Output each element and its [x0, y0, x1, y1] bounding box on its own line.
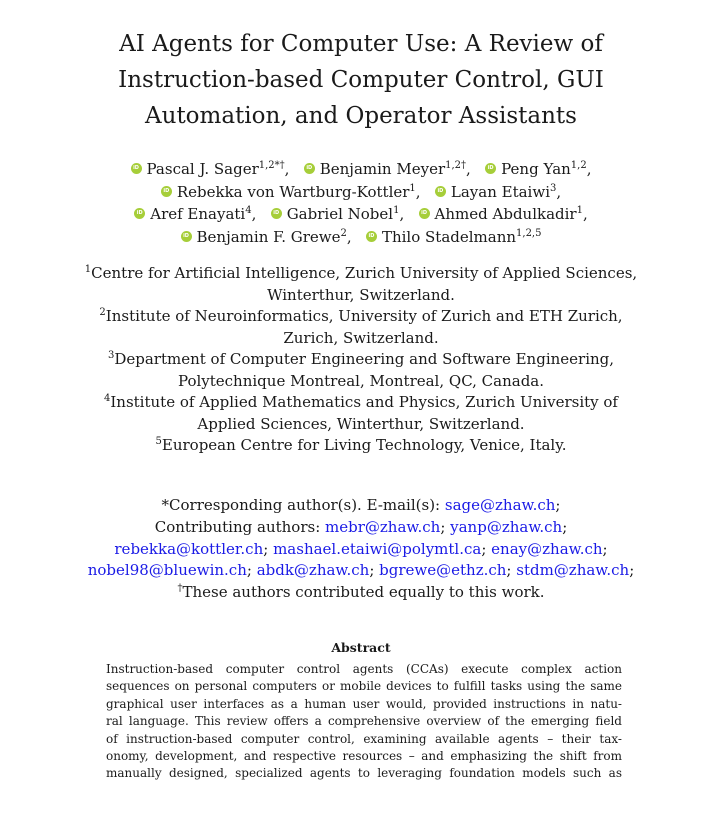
- abstract-line: onomy, development, and respective resources – and emphasizing the shift from: [106, 749, 622, 764]
- orcid-icon[interactable]: [161, 186, 172, 197]
- author-layan-etaiwi: iD Layan Etaiwi$^3$,: [435, 183, 561, 201]
- abstract-line: ral language. This review offers a comprehensive overview of the emerging field: [106, 714, 622, 729]
- abstract-heading: Abstract: [331, 640, 391, 655]
- author-benjamin-grewe: iDBenjamin F. Grewe$^2$,: [181, 228, 352, 246]
- affiliation-3-cont: Polytechnique Montreal, Montreal, QC, Canada.: [177, 371, 545, 390]
- orcid-icon[interactable]: [271, 208, 282, 219]
- affiliation-1-cont: Winterthur, Switzerland.: [267, 285, 455, 304]
- affiliation-list: [60, 263, 662, 457]
- affiliation-5: $^5$European Centre for Living Technology, Venice, Italy.: [155, 436, 567, 454]
- email-link-nobel[interactable]: nobel98@bluewin.ch: [87, 561, 247, 580]
- title-line: AI Agents for Computer Use: A Review of: [119, 31, 603, 57]
- contributing-line: nobel98@bluewin.ch; abdk@zhaw.ch; bgrewe@ethz.ch; stdm@zhaw.ch;: [87, 561, 635, 580]
- author-list: [40, 158, 682, 248]
- abstract-line: Instruction-based computer control agents (CCAs) execute complex action: [106, 662, 622, 676]
- email-link-sage[interactable]: sage@zhaw.ch: [444, 496, 556, 514]
- abstract-line: graphical user interfaces as a human user would, provided instructions in natu-: [106, 696, 622, 711]
- contributing-line: Contributing authors: mebr@zhaw.ch; yanp@zhaw.ch;: [154, 517, 568, 536]
- email-link-stdm[interactable]: stdm@zhaw.ch: [516, 561, 630, 580]
- title-line: Instruction-based Computer Control, GUI: [118, 67, 604, 93]
- contributing-line: rebekka@kottler.ch; mashael.etaiwi@polymtl.ca; enay@zhaw.ch;: [114, 539, 608, 558]
- author-line: [40, 158, 682, 181]
- affiliation-4-cont: Applied Sciences, Winterthur, Switzerland.: [197, 414, 525, 433]
- orcid-icon[interactable]: [134, 208, 145, 219]
- orcid-icon[interactable]: [419, 208, 430, 219]
- orcid-icon[interactable]: [131, 163, 142, 174]
- affiliation-2-cont: Zurich, Switzerland.: [283, 328, 439, 347]
- email-link-mashael[interactable]: mashael.etaiwi@polymtl.ca: [273, 539, 482, 558]
- correspondence-block: [40, 495, 682, 604]
- orcid-icon[interactable]: [181, 231, 192, 242]
- email-link-yanp[interactable]: yanp@zhaw.ch: [450, 517, 563, 536]
- paper-title: [60, 26, 662, 134]
- equal-contribution-note: †These authors contributed equally to this work.: [177, 583, 545, 602]
- author-peng-yan: iD Peng Yan$^{1,2}$,: [485, 160, 591, 178]
- affiliation-3: $^3$Department of Computer Engineering and Software Engineering,: [107, 350, 615, 368]
- author-ahmed-abdulkadir: iD Ahmed Abdulkadir$^1$,: [419, 205, 588, 223]
- author-rebekka-von-wartburg-kottler: iDRebekka von Wartburg-Kottler$^1$,: [161, 183, 421, 201]
- abstract-line: manually designed, specialized agents to leveraging foundation models such as: [106, 766, 622, 781]
- email-link-mebr[interactable]: mebr@zhaw.ch: [325, 517, 441, 536]
- title-line: Automation, and Operator Assistants: [145, 103, 577, 129]
- abstract-line: sequences on personal computers or mobile devices to fulfill tasks using the same: [106, 679, 622, 694]
- author-benjamin-meyer: iD Benjamin Meyer$^{1,2\dagger}$,: [304, 160, 471, 178]
- email-link-rebekka[interactable]: rebekka@kottler.ch: [114, 539, 264, 558]
- email-link-bgrewe[interactable]: bgrewe@ethz.ch: [379, 561, 507, 580]
- author-thilo-stadelmann: iD Thilo Stadelmann$^{1,2,5}$: [366, 228, 542, 246]
- author-line: [40, 226, 682, 249]
- affiliation-2: $^2$Institute of Neuroinformatics, University of Zurich and ETH Zurich,: [99, 307, 623, 325]
- abstract-line: of instruction-based computer control, examining available agents – their tax-: [106, 731, 622, 746]
- orcid-icon[interactable]: [304, 163, 315, 174]
- author-gabriel-nobel: iD Gabriel Nobel$^1$,: [271, 205, 405, 223]
- affiliation-1: $^1$Centre for Artificial Intelligence, Zurich University of Applied Sciences,: [84, 264, 638, 282]
- orcid-icon[interactable]: [485, 163, 496, 174]
- author-aref-enayati: iDAref Enayati$^4$,: [134, 205, 256, 223]
- author-pascal-sager: iDPascal J. Sager$^{1,2*\dagger}$,: [131, 160, 290, 178]
- author-line: [40, 203, 682, 226]
- orcid-icon[interactable]: [435, 186, 446, 197]
- orcid-icon[interactable]: [366, 231, 377, 242]
- email-link-enay[interactable]: enay@zhaw.ch: [491, 539, 603, 558]
- author-line: [40, 181, 682, 204]
- corresponding-line: *Corresponding author(s). E-mail(s): sage@zhaw.ch;: [161, 496, 561, 514]
- affiliation-4: $^4$Institute of Applied Mathematics and Physics, Zurich University of: [104, 393, 618, 411]
- abstract-body: [106, 661, 622, 783]
- email-link-abdk[interactable]: abdk@zhaw.ch: [256, 561, 370, 580]
